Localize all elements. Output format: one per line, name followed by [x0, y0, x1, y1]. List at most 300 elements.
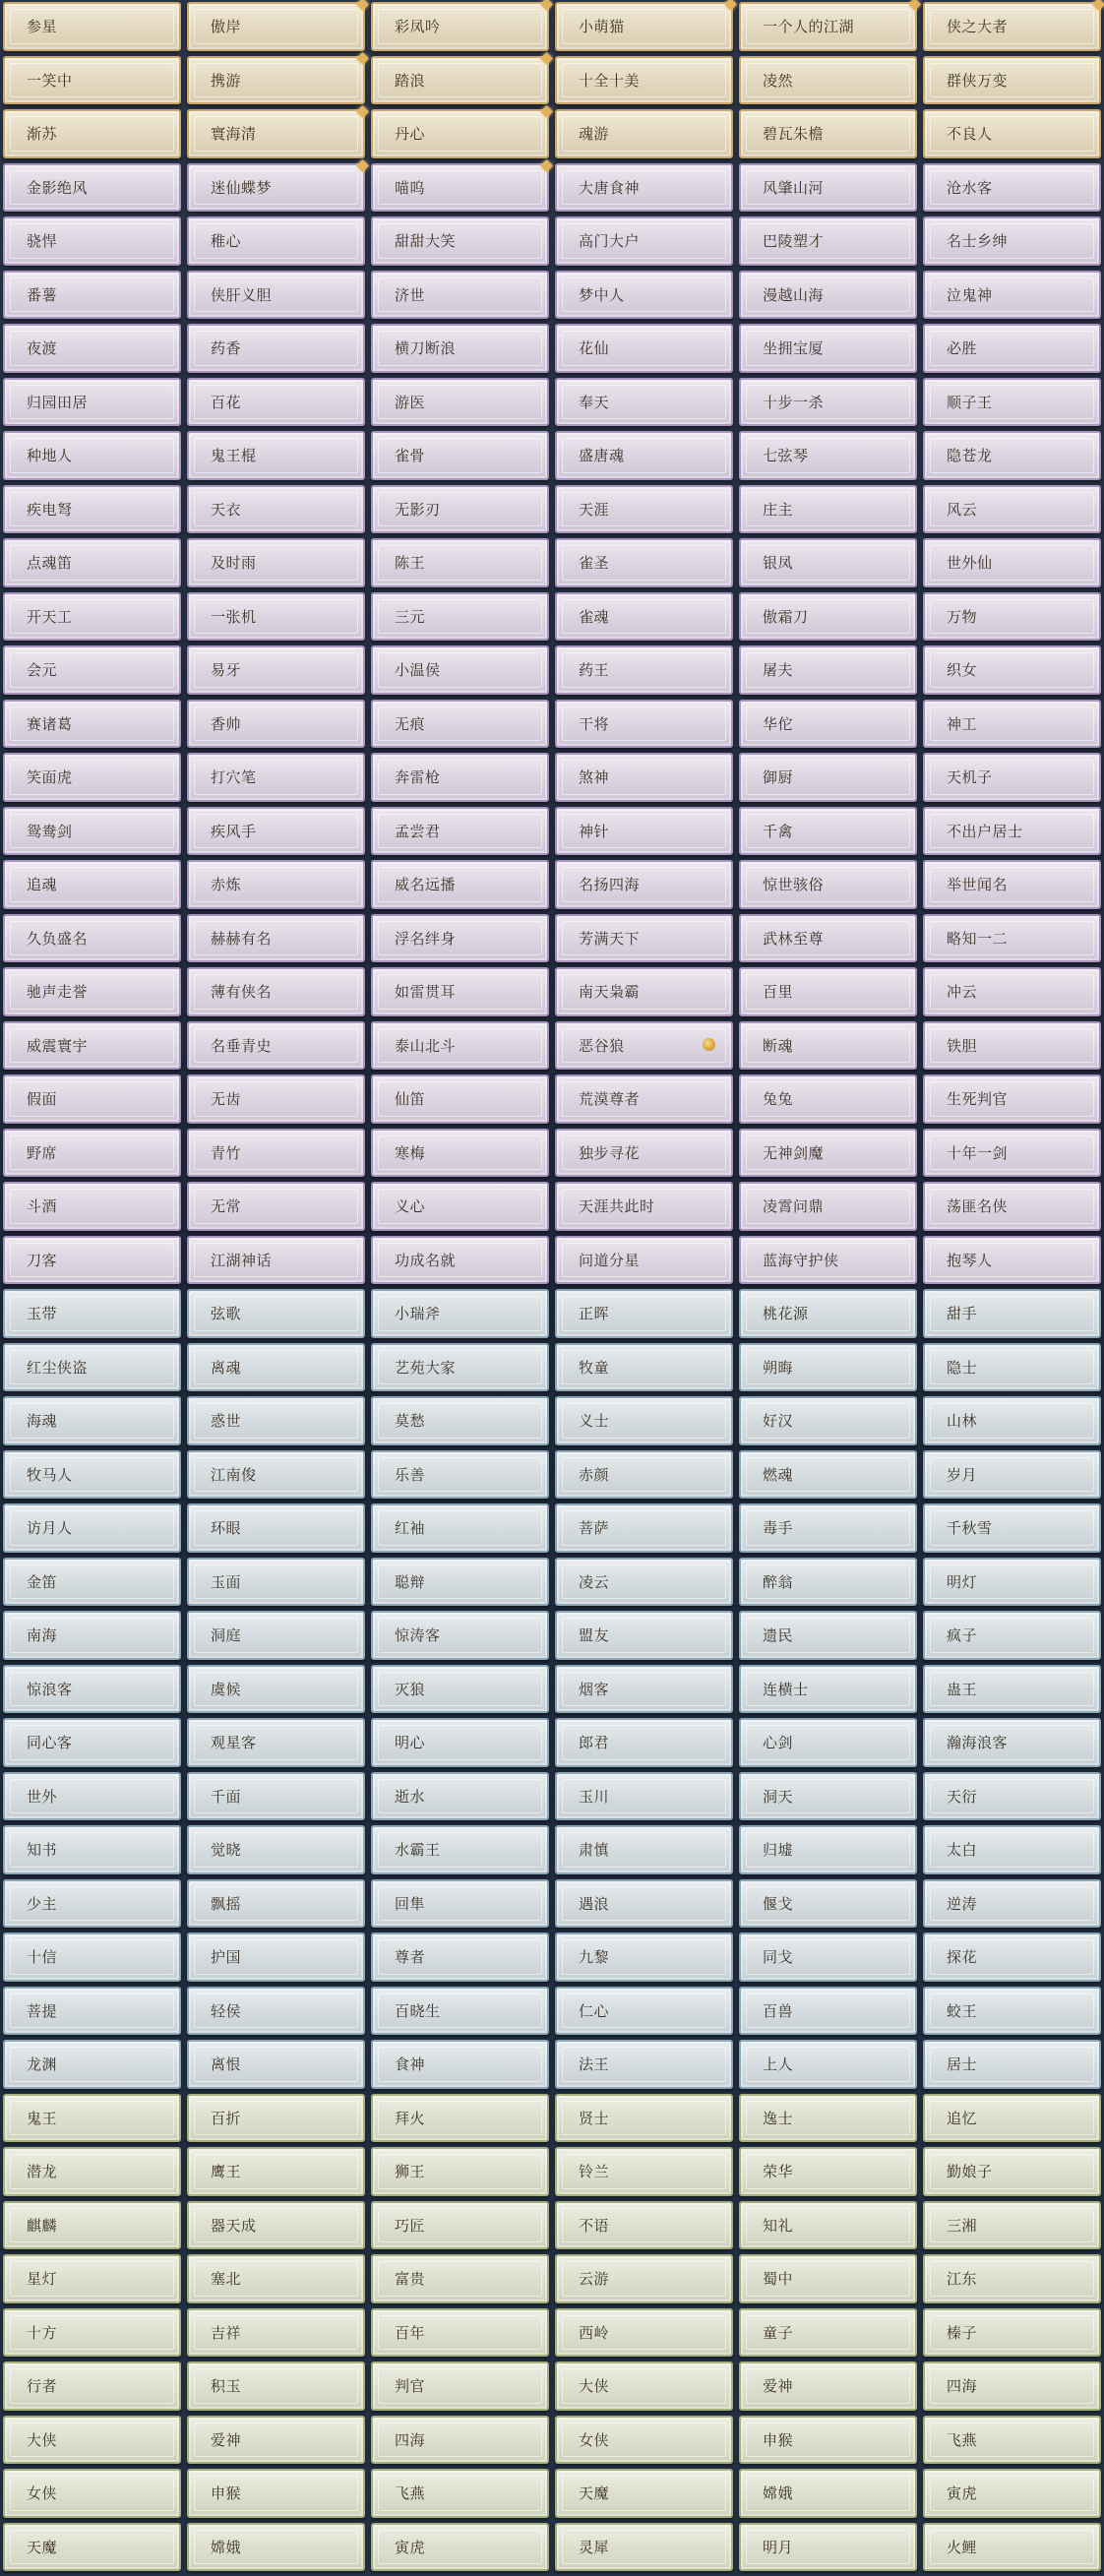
title-cell[interactable]: [555, 2308, 733, 2358]
title-cell[interactable]: [555, 1021, 733, 1071]
title-cell[interactable]: [923, 1665, 1101, 1714]
title-cell[interactable]: [739, 2254, 917, 2303]
title-cell[interactable]: [555, 807, 733, 856]
title-cell[interactable]: [3, 1021, 181, 1071]
title-cell[interactable]: [3, 2094, 181, 2143]
title-cell[interactable]: [371, 1289, 549, 1338]
title-cell[interactable]: [923, 860, 1101, 909]
title-cell[interactable]: [555, 538, 733, 587]
title-cell[interactable]: [371, 1396, 549, 1445]
title-cell[interactable]: [555, 485, 733, 534]
title-cell[interactable]: [3, 860, 181, 909]
title-cell[interactable]: [739, 1129, 917, 1178]
title-cell[interactable]: [371, 271, 549, 320]
title-cell[interactable]: [187, 1772, 365, 1821]
title-cell[interactable]: [187, 967, 365, 1016]
title-cell[interactable]: [187, 109, 365, 158]
title-cell[interactable]: [923, 2361, 1101, 2411]
title-cell[interactable]: [3, 1289, 181, 1338]
title-cell[interactable]: [187, 860, 365, 909]
title-cell[interactable]: [371, 1772, 549, 1821]
title-label: 巧匠: [395, 2216, 426, 2235]
title-cell[interactable]: [739, 485, 917, 534]
title-cell[interactable]: [739, 1074, 917, 1124]
title-cell[interactable]: [371, 1450, 549, 1500]
title-cell[interactable]: [371, 324, 549, 373]
title-cell[interactable]: [555, 2416, 733, 2465]
title-cell[interactable]: [3, 1129, 181, 1178]
title-cell[interactable]: [555, 1074, 733, 1124]
title-cell[interactable]: [187, 1932, 365, 1982]
title-cell[interactable]: [923, 914, 1101, 963]
title-cell[interactable]: [555, 1182, 733, 1231]
title-cell[interactable]: [371, 485, 549, 534]
title-cell[interactable]: [3, 1182, 181, 1231]
title-cell[interactable]: [3, 700, 181, 749]
title-cell[interactable]: [923, 2, 1101, 51]
title-cell[interactable]: [371, 1182, 549, 1231]
title-cell[interactable]: [923, 324, 1101, 373]
title-cell[interactable]: [3, 914, 181, 963]
title-label: 风云: [947, 500, 978, 519]
title-cell[interactable]: [3, 1450, 181, 1500]
title-cell[interactable]: [739, 216, 917, 266]
title-cell[interactable]: [371, 1718, 549, 1767]
title-cell[interactable]: [3, 1665, 181, 1714]
title-cell[interactable]: [3, 592, 181, 642]
title-cell[interactable]: [739, 2201, 917, 2250]
title-cell[interactable]: [555, 56, 733, 105]
title-cell[interactable]: [187, 2416, 365, 2465]
title-cell[interactable]: [3, 645, 181, 695]
title-cell[interactable]: [923, 431, 1101, 480]
title-cell[interactable]: [555, 860, 733, 909]
title-cell[interactable]: [923, 1987, 1101, 2036]
title-cell[interactable]: [371, 56, 549, 105]
title-cell[interactable]: [187, 645, 365, 695]
title-cell[interactable]: [3, 1558, 181, 1607]
title-cell[interactable]: [187, 914, 365, 963]
title-cell[interactable]: [371, 1611, 549, 1660]
title-cell[interactable]: [739, 1396, 917, 1445]
title-cell[interactable]: [371, 1236, 549, 1285]
title-cell[interactable]: [187, 592, 365, 642]
title-cell[interactable]: [187, 431, 365, 480]
title-cell[interactable]: [555, 2523, 733, 2572]
title-cell[interactable]: [923, 645, 1101, 695]
title-cell[interactable]: [3, 1825, 181, 1874]
title-cell[interactable]: [3, 109, 181, 158]
title-cell[interactable]: [187, 1289, 365, 1338]
title-cell[interactable]: [923, 2416, 1101, 2465]
title-cell[interactable]: [3, 2147, 181, 2196]
title-cell[interactable]: [739, 324, 917, 373]
title-cell[interactable]: [555, 1987, 733, 2036]
title-cell[interactable]: [739, 1718, 917, 1767]
title-cell[interactable]: [555, 2, 733, 51]
title-cell[interactable]: [371, 163, 549, 213]
title-cell[interactable]: [371, 1558, 549, 1607]
title-cell[interactable]: [739, 2361, 917, 2411]
title-cell[interactable]: [187, 2040, 365, 2089]
title-cell[interactable]: [555, 1236, 733, 1285]
title-cell[interactable]: [187, 2, 365, 51]
title-cell[interactable]: [555, 431, 733, 480]
title-cell[interactable]: [371, 860, 549, 909]
title-cell[interactable]: [739, 2416, 917, 2465]
title-cell[interactable]: [187, 2361, 365, 2411]
title-cell[interactable]: [187, 1558, 365, 1607]
title-cell[interactable]: [371, 753, 549, 802]
title-cell[interactable]: [371, 1129, 549, 1178]
title-cell[interactable]: [739, 2523, 917, 2572]
title-cell[interactable]: [371, 109, 549, 158]
title-cell[interactable]: [555, 1611, 733, 1660]
title-cell[interactable]: [739, 914, 917, 963]
title-cell[interactable]: [923, 1718, 1101, 1767]
title-label: 威名远播: [395, 876, 457, 894]
title-cell[interactable]: [371, 2523, 549, 2572]
title-cell[interactable]: [923, 1932, 1101, 1982]
title-cell[interactable]: [187, 1343, 365, 1392]
title-cell[interactable]: [923, 1343, 1101, 1392]
title-cell[interactable]: [739, 2469, 917, 2518]
title-cell[interactable]: [371, 645, 549, 695]
title-cell[interactable]: [371, 378, 549, 427]
title-cell[interactable]: [923, 1825, 1101, 1874]
title-cell[interactable]: [739, 967, 917, 1016]
title-cell[interactable]: [555, 1503, 733, 1553]
title-cell[interactable]: [3, 431, 181, 480]
title-cell[interactable]: [187, 271, 365, 320]
title-label: 功成名就: [395, 1251, 457, 1269]
title-cell[interactable]: [187, 2254, 365, 2303]
title-cell[interactable]: [3, 485, 181, 534]
title-cell[interactable]: [923, 1558, 1101, 1607]
title-cell[interactable]: [555, 2361, 733, 2411]
title-cell[interactable]: [923, 2523, 1101, 2572]
title-cell[interactable]: [555, 1129, 733, 1178]
title-cell[interactable]: [923, 1611, 1101, 1660]
title-cell[interactable]: [371, 1825, 549, 1874]
title-cell[interactable]: [739, 56, 917, 105]
title-cell[interactable]: [739, 753, 917, 802]
title-cell[interactable]: [739, 271, 917, 320]
title-cell[interactable]: [923, 753, 1101, 802]
title-cell[interactable]: [923, 1074, 1101, 1124]
title-cell[interactable]: [371, 592, 549, 642]
title-cell[interactable]: [187, 2523, 365, 2572]
title-cell[interactable]: [739, 1343, 917, 1392]
title-cell[interactable]: [923, 1129, 1101, 1178]
title-cell[interactable]: [923, 2147, 1101, 2196]
title-cell[interactable]: [923, 1236, 1101, 1285]
title-cell[interactable]: [739, 1450, 917, 1500]
title-cell[interactable]: [187, 1021, 365, 1071]
title-cell[interactable]: [187, 1611, 365, 1660]
title-cell[interactable]: [555, 1289, 733, 1338]
title-cell[interactable]: [923, 271, 1101, 320]
title-label: 盟友: [579, 1626, 610, 1645]
title-cell[interactable]: [371, 1503, 549, 1553]
title-cell[interactable]: [371, 2254, 549, 2303]
title-cell[interactable]: [555, 1396, 733, 1445]
title-cell[interactable]: [187, 1450, 365, 1500]
title-cell[interactable]: [555, 109, 733, 158]
title-cell[interactable]: [555, 1772, 733, 1821]
title-cell[interactable]: [739, 2147, 917, 2196]
title-cell[interactable]: [187, 1129, 365, 1178]
title-cell[interactable]: [739, 1558, 917, 1607]
title-cell[interactable]: [739, 807, 917, 856]
title-cell[interactable]: [923, 1289, 1101, 1338]
title-cell[interactable]: [555, 645, 733, 695]
title-cell[interactable]: [923, 56, 1101, 105]
title-cell[interactable]: [555, 378, 733, 427]
title-cell[interactable]: [739, 1987, 917, 2036]
title-cell[interactable]: [923, 2094, 1101, 2143]
title-cell[interactable]: [3, 1343, 181, 1392]
title-cell[interactable]: [923, 1021, 1101, 1071]
title-cell[interactable]: [923, 109, 1101, 158]
title-cell[interactable]: [187, 1503, 365, 1553]
title-cell[interactable]: [371, 700, 549, 749]
title-cell[interactable]: [555, 2254, 733, 2303]
title-cell[interactable]: [3, 2469, 181, 2518]
title-cell[interactable]: [555, 914, 733, 963]
title-cell[interactable]: [739, 1879, 917, 1929]
title-cell[interactable]: [3, 163, 181, 213]
title-cell[interactable]: [739, 2094, 917, 2143]
title-cell[interactable]: [739, 645, 917, 695]
title-cell[interactable]: [555, 163, 733, 213]
title-cell[interactable]: [3, 378, 181, 427]
title-cell[interactable]: [923, 592, 1101, 642]
title-label: 雀魂: [579, 607, 610, 626]
title-cell[interactable]: [3, 324, 181, 373]
title-cell[interactable]: [187, 1879, 365, 1929]
title-cell[interactable]: [3, 2361, 181, 2411]
title-cell[interactable]: [371, 1074, 549, 1124]
title-cell[interactable]: [555, 216, 733, 266]
title-cell[interactable]: [555, 967, 733, 1016]
title-cell[interactable]: [923, 485, 1101, 534]
title-cell[interactable]: [555, 2040, 733, 2089]
title-cell[interactable]: [3, 2308, 181, 2358]
title-cell[interactable]: [555, 2469, 733, 2518]
title-cell[interactable]: [555, 1665, 733, 1714]
title-cell[interactable]: [371, 2201, 549, 2250]
title-cell[interactable]: [371, 538, 549, 587]
title-cell[interactable]: [371, 1343, 549, 1392]
title-cell[interactable]: [187, 1718, 365, 1767]
title-cell[interactable]: [187, 1236, 365, 1285]
title-cell[interactable]: [739, 1236, 917, 1285]
title-cell[interactable]: [371, 216, 549, 266]
title-cell[interactable]: [555, 324, 733, 373]
title-cell[interactable]: [187, 2308, 365, 2358]
title-cell[interactable]: [371, 2, 549, 51]
title-cell[interactable]: [187, 378, 365, 427]
title-cell[interactable]: [371, 431, 549, 480]
title-cell[interactable]: [371, 2416, 549, 2465]
title-cell[interactable]: [555, 1343, 733, 1392]
title-cell[interactable]: [3, 1772, 181, 1821]
title-cell[interactable]: [3, 2040, 181, 2089]
title-cell[interactable]: [739, 1772, 917, 1821]
title-cell[interactable]: [555, 271, 733, 320]
title-cell[interactable]: [555, 2147, 733, 2196]
title-cell[interactable]: [555, 1450, 733, 1500]
title-cell[interactable]: [739, 163, 917, 213]
title-cell[interactable]: [923, 538, 1101, 587]
title-cell[interactable]: [923, 1503, 1101, 1553]
title-cell[interactable]: [3, 1236, 181, 1285]
title-cell[interactable]: [371, 2147, 549, 2196]
title-cell[interactable]: [187, 753, 365, 802]
title-cell[interactable]: [3, 2523, 181, 2572]
title-cell[interactable]: [3, 271, 181, 320]
title-cell[interactable]: [923, 1396, 1101, 1445]
title-cell[interactable]: [3, 1396, 181, 1445]
title-cell[interactable]: [371, 2469, 549, 2518]
title-cell[interactable]: [739, 1182, 917, 1231]
title-cell[interactable]: [3, 216, 181, 266]
title-cell[interactable]: [923, 1879, 1101, 1929]
title-cell[interactable]: [3, 2254, 181, 2303]
title-cell[interactable]: [739, 109, 917, 158]
title-cell[interactable]: [555, 1825, 733, 1874]
title-cell[interactable]: [923, 700, 1101, 749]
title-label: 朔晦: [763, 1358, 794, 1377]
title-cell[interactable]: [371, 914, 549, 963]
title-cell[interactable]: [3, 1503, 181, 1553]
title-cell[interactable]: [3, 56, 181, 105]
title-cell[interactable]: [739, 860, 917, 909]
title-cell[interactable]: [923, 163, 1101, 213]
title-cell[interactable]: [3, 2, 181, 51]
title-cell[interactable]: [3, 807, 181, 856]
title-cell[interactable]: [3, 2201, 181, 2250]
title-cell[interactable]: [371, 2361, 549, 2411]
title-cell[interactable]: [739, 700, 917, 749]
title-cell[interactable]: [555, 592, 733, 642]
title-cell[interactable]: [187, 1396, 365, 1445]
title-cell[interactable]: [187, 1987, 365, 2036]
title-cell[interactable]: [555, 1879, 733, 1929]
title-cell[interactable]: [555, 2094, 733, 2143]
title-cell[interactable]: [739, 1289, 917, 1338]
title-cell[interactable]: [187, 2201, 365, 2250]
title-cell[interactable]: [923, 216, 1101, 266]
title-cell[interactable]: [3, 1932, 181, 1982]
title-cell[interactable]: [187, 485, 365, 534]
title-cell[interactable]: [739, 2, 917, 51]
title-label: 太白: [947, 1841, 978, 1860]
title-cell[interactable]: [923, 807, 1101, 856]
title-cell[interactable]: [923, 2201, 1101, 2250]
title-cell[interactable]: [555, 1718, 733, 1767]
title-cell[interactable]: [739, 538, 917, 587]
title-label: 笑面虎: [27, 768, 73, 787]
title-cell[interactable]: [187, 2469, 365, 2518]
title-cell[interactable]: [739, 2040, 917, 2089]
title-cell[interactable]: [187, 163, 365, 213]
title-cell[interactable]: [923, 1772, 1101, 1821]
title-cell[interactable]: [187, 700, 365, 749]
title-cell[interactable]: [371, 1021, 549, 1071]
title-cell[interactable]: [739, 1932, 917, 1982]
title-cell[interactable]: [187, 1182, 365, 1231]
title-cell[interactable]: [923, 2254, 1101, 2303]
title-cell[interactable]: [371, 807, 549, 856]
title-cell[interactable]: [371, 2040, 549, 2089]
title-cell[interactable]: [3, 2416, 181, 2465]
title-cell[interactable]: [555, 1932, 733, 1982]
title-label: 巴陵塑才: [763, 232, 825, 251]
title-cell[interactable]: [739, 592, 917, 642]
title-cell[interactable]: [187, 807, 365, 856]
title-cell[interactable]: [371, 2094, 549, 2143]
title-cell[interactable]: [187, 216, 365, 266]
title-cell[interactable]: [555, 753, 733, 802]
title-cell[interactable]: [371, 1665, 549, 1714]
title-cell[interactable]: [371, 967, 549, 1016]
title-cell[interactable]: [3, 967, 181, 1016]
title-cell[interactable]: [371, 1932, 549, 1982]
title-cell[interactable]: [187, 538, 365, 587]
title-cell[interactable]: [739, 1665, 917, 1714]
title-cell[interactable]: [187, 56, 365, 105]
title-cell[interactable]: [923, 1182, 1101, 1231]
title-cell[interactable]: [555, 2201, 733, 2250]
title-cell[interactable]: [371, 1879, 549, 1929]
title-cell[interactable]: [3, 1718, 181, 1767]
title-cell[interactable]: [739, 1825, 917, 1874]
title-cell[interactable]: [923, 2469, 1101, 2518]
title-cell[interactable]: [187, 2147, 365, 2196]
title-label: 大唐食神: [579, 178, 641, 197]
title-cell[interactable]: [187, 1074, 365, 1124]
title-cell[interactable]: [739, 2308, 917, 2358]
title-cell[interactable]: [739, 1611, 917, 1660]
title-cell[interactable]: [555, 700, 733, 749]
title-cell[interactable]: [923, 2308, 1101, 2358]
title-cell[interactable]: [739, 1021, 917, 1071]
title-cell[interactable]: [3, 1987, 181, 2036]
title-cell[interactable]: [187, 1825, 365, 1874]
title-label: 疯子: [947, 1626, 978, 1645]
title-cell[interactable]: [371, 2308, 549, 2358]
title-cell[interactable]: [187, 2094, 365, 2143]
title-cell[interactable]: [187, 324, 365, 373]
title-cell[interactable]: [923, 2040, 1101, 2089]
title-cell[interactable]: [923, 1450, 1101, 1500]
title-cell[interactable]: [3, 538, 181, 587]
title-cell[interactable]: [739, 431, 917, 480]
title-cell[interactable]: [371, 1987, 549, 2036]
title-cell[interactable]: [3, 1879, 181, 1929]
title-cell[interactable]: [739, 378, 917, 427]
title-cell[interactable]: [923, 967, 1101, 1016]
title-cell[interactable]: [3, 1611, 181, 1660]
title-cell[interactable]: [555, 1558, 733, 1607]
title-cell[interactable]: [3, 1074, 181, 1124]
title-cell[interactable]: [3, 753, 181, 802]
title-cell[interactable]: [739, 1503, 917, 1553]
title-cell[interactable]: [923, 378, 1101, 427]
title-cell[interactable]: [187, 1665, 365, 1714]
